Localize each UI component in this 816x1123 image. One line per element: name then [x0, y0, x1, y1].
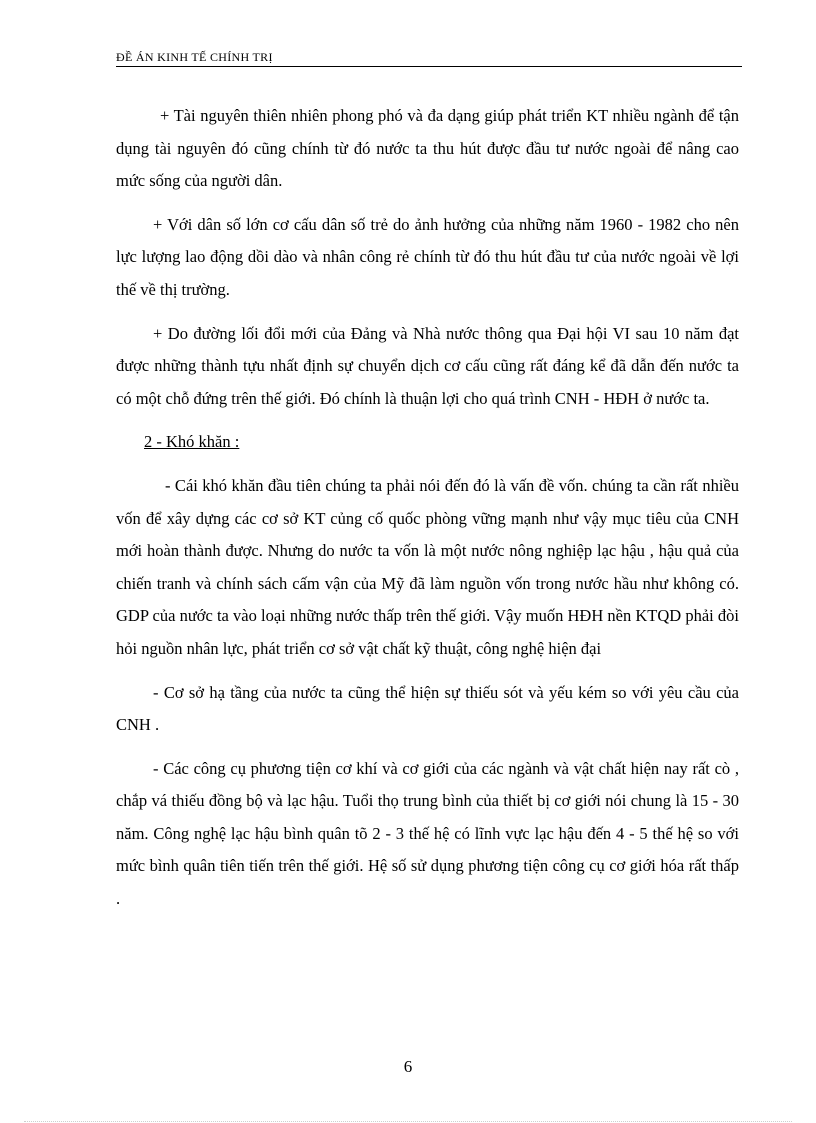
header-rule [116, 66, 742, 67]
paragraph-reform: + Do đường lối đổi mới của Đảng và Nhà nước thông qua Đại hội VI sau 10 năm đạt được những thành tựu nhất định sự chuyển dịch cơ cấu cũng rất đáng kể đã dẫn đến nước ta có một chỗ đứng trên thế giới. Đó chính là thuận lợi cho quá trình CNH - HĐH ở nước ta. [116, 323, 739, 408]
section-heading: 2 - Khó khăn : [144, 432, 240, 452]
page-body [116, 100, 739, 927]
footer-rule [24, 1121, 792, 1122]
paragraph-capital: - Cái khó khăn đầu tiên chúng ta phải nói đến đó là vấn đề vốn. chúng ta cần rất nhiều vốn để xây dựng các cơ sở KT củng cố quốc phòng vững mạnh như vậy mục tiêu của CNH mới hoàn thành được. Nhưng do nước ta vốn là một nước nông nghiệp lạc hậu , hậu quả của chiến tranh và chính sách cấm vận của Mỹ đã làm nguồn vốn trong nước hầu như không có. GDP của nước ta vào loại những nước thấp trên thế giới. Vậy muốn HĐH nền KTQD phải đòi hỏi nguồn nhân lực, phát triển cơ sở vật chất kỹ thuật, công nghệ hiện đại [116, 475, 739, 658]
paragraph-equipment: - Các công cụ phương tiện cơ khí và cơ giới của các ngành và vật chất hiện nay rất cò , chắp vá thiếu đồng bộ và lạc hậu. Tuổi thọ trung bình của thiết bị cơ giới nói chung là 15 - 30 năm. Công nghệ lạc hậu bình quân tõ 2 - 3 thế hệ có lĩnh vực lạc hậu đến 4 - 5 thế hệ so với mức bình quân tiên tiến trên thế giới. Hệ số sử dụng phương tiện công cụ cơ giới hóa rất thấp . [116, 758, 739, 909]
paragraph-population: + Với dân số lớn cơ cấu dân số trẻ do ảnh hưởng của những năm 1960 - 1982 cho nên lực lượng lao động dồi dào và nhân công rẻ chính từ đó thu hút đầu tư của nước ngoài về lợi thế về thị trường. [116, 214, 739, 299]
paragraph-infrastructure: - Cơ sở hạ tầng của nước ta cũng thể hiện sự thiếu sót và yếu kém so với yêu cầu của CNH . [116, 682, 739, 735]
paragraph-natural-resources: + Tài nguyên thiên nhiên phong phó và đa dạng giúp phát triển KT nhiều ngành để tận dụng tài nguyên đó cũng chính từ đó nước ta thu hút được đầu tư nước ngoài để nâng cao mức sống của người dân. [116, 106, 739, 191]
page-number: 6 [403, 1057, 413, 1076]
running-header: ĐỀ ÁN KINH TẾ CHÍNH TRỊ [116, 50, 273, 64]
